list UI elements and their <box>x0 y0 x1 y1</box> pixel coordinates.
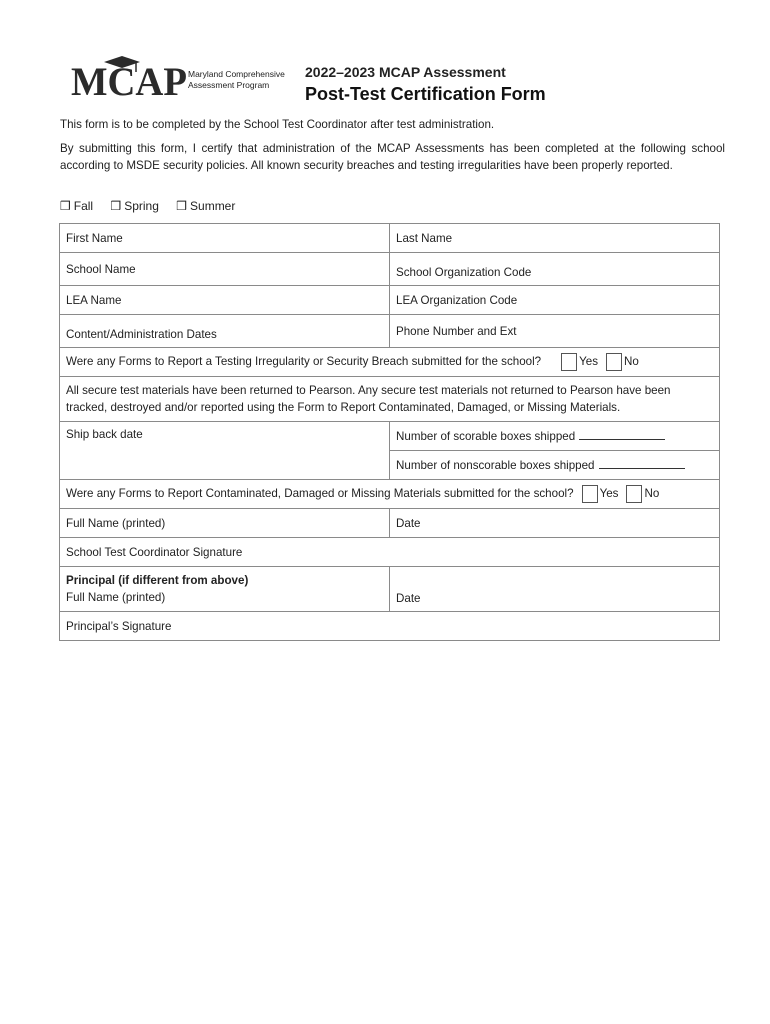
phone-field[interactable]: Phone Number and Ext <box>390 315 720 348</box>
form-title: Post-Test Certification Form <box>305 84 546 104</box>
date-field[interactable]: Date <box>390 509 720 538</box>
term-summer[interactable]: ❒ Summer <box>176 199 236 213</box>
school-name-field[interactable]: School Name <box>60 253 390 286</box>
mcap-wordmark <box>70 52 188 100</box>
fall-checkbox[interactable]: ❒ <box>60 199 71 213</box>
contaminated-yes-label: Yes <box>599 487 619 501</box>
irregularity-no-label: No <box>624 355 639 369</box>
logo-subtitle: Maryland Comprehensive Assessment Program <box>188 69 285 90</box>
principal-date-field[interactable]: Date <box>390 567 720 612</box>
principal-full-name-label: Full Name (printed) <box>66 591 166 604</box>
irregularity-yes-checkbox[interactable] <box>561 353 577 371</box>
content-dates-field[interactable]: Content/Administration Dates <box>60 315 390 348</box>
certification-text: By submitting this form, I certify that administration of the MCAP Assessments has been completed at the following school according to MSDE security policies. All known security breaches and testing irregularities have been properly reported. <box>60 142 725 172</box>
nonscorable-boxes-field[interactable]: Number of nonscorable boxes shipped <box>390 451 720 480</box>
intro-text: This form is to be completed by the School Test Coordinator after test administration. <box>60 118 495 131</box>
contaminated-question: Were any Forms to Report Contaminated, Damaged or Missing Materials submitted for the school? <box>66 487 574 501</box>
term-spring[interactable]: ❒ Spring <box>110 199 159 213</box>
irregularity-question-row <box>60 348 720 377</box>
lea-name-field[interactable]: LEA Name <box>60 286 390 315</box>
last-name-field[interactable]: Last Name <box>390 224 720 253</box>
school-org-code-field[interactable]: School Organization Code <box>390 253 720 286</box>
materials-statement: All secure test materials have been returned to Pearson. Any secure test materials not returned to Pearson have been tracked, destroyed and/or reported using the Form to Report Contaminated, Damaged, or Missing Materials. <box>60 377 720 422</box>
ship-back-date-field[interactable]: Ship back date <box>60 422 390 480</box>
summer-checkbox[interactable]: ❒ <box>176 199 188 213</box>
irregularity-question: Were any Forms to Report a Testing Irregularity or Security Breach submitted for the school? <box>66 355 542 369</box>
nonscorable-boxes-blank[interactable] <box>599 458 685 469</box>
contaminated-no-label: No <box>644 487 660 501</box>
irregularity-yes-label: Yes <box>579 355 599 369</box>
spring-checkbox[interactable]: ❒ <box>110 199 122 213</box>
term-options <box>60 199 249 213</box>
certification-table <box>59 223 720 641</box>
contaminated-yes-checkbox[interactable] <box>582 485 598 503</box>
principal-signature-field[interactable]: Principal’s Signature <box>60 612 720 641</box>
principal-heading: Principal (if different from above) <box>66 574 249 587</box>
irregularity-no-checkbox[interactable] <box>606 353 622 371</box>
scorable-boxes-field[interactable]: Number of scorable boxes shipped <box>390 422 720 451</box>
term-fall[interactable]: ❒ Fall <box>60 199 94 213</box>
scorable-boxes-blank[interactable] <box>579 429 665 440</box>
principal-name-field[interactable] <box>60 567 390 612</box>
contaminated-question-row <box>60 480 720 509</box>
assessment-year-title: 2022–2023 MCAP Assessment <box>305 64 506 80</box>
full-name-printed-field[interactable]: Full Name (printed) <box>60 509 390 538</box>
first-name-field[interactable]: First Name <box>60 224 390 253</box>
mcap-logo <box>70 52 290 100</box>
svg-text:MCAP: MCAP <box>71 59 187 100</box>
lea-org-code-field[interactable]: LEA Organization Code <box>390 286 720 315</box>
stc-signature-field[interactable]: School Test Coordinator Signature <box>60 538 720 567</box>
contaminated-no-checkbox[interactable] <box>626 485 642 503</box>
